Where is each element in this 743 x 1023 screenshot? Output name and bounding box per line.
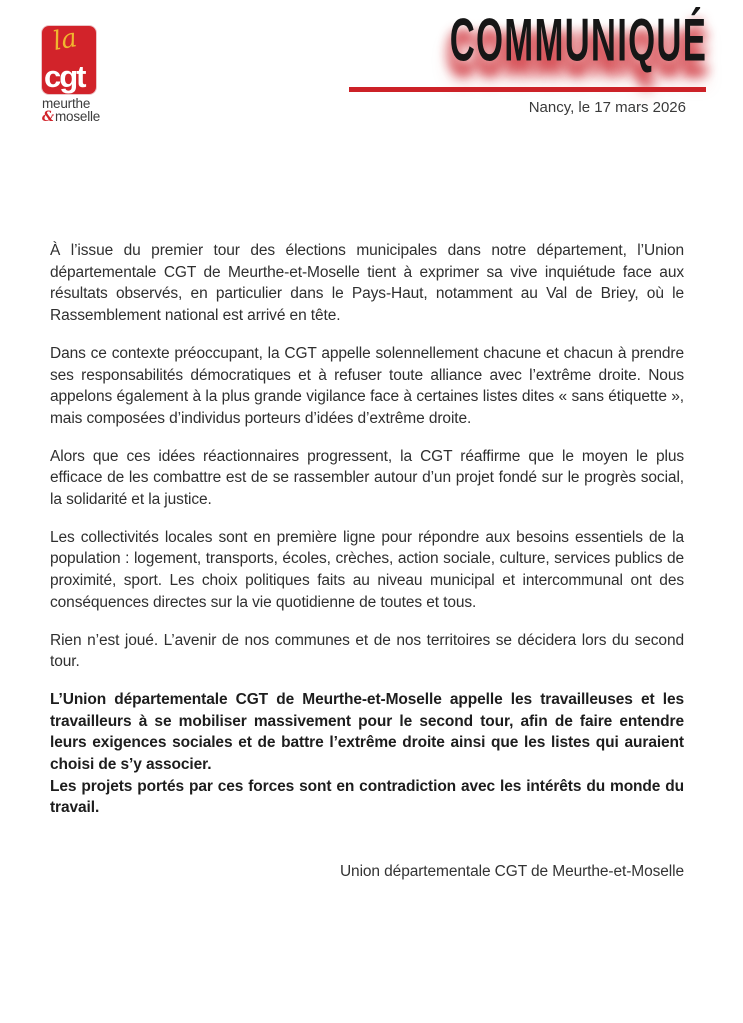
cgt-logo-la-script-icon: la (50, 23, 80, 57)
cgt-logo-acronym: cgt (44, 59, 85, 94)
body-paragraph: À l’issue du premier tour des élections municipales dans notre département, l’Union départementale CGT de Meurthe-et-Moselle tient à exprimer sa vive inquiétude face aux résultats observés, en particulier dans le Pays-Haut, notamment au Val de Briey, où le Rassemblement national est arrivé en tête. (50, 242, 684, 325)
department-line1: meurthe (42, 96, 91, 111)
page-title: COMMUNIQUÉ (449, 5, 707, 74)
department-line2: moselle (55, 109, 101, 124)
emphasis-paragraph (50, 689, 684, 819)
body-paragraph: Rien n’est joué. L’avenir de nos communes et de nos territoires se décidera lors du second tour. (50, 631, 684, 671)
cgt-logo-box (42, 23, 96, 94)
ampersand-icon: & (42, 109, 54, 125)
emphasis-line: Les projets portés par ces forces sont en contradiction avec les intérêts du monde du travail. (50, 777, 684, 817)
title-block (292, 5, 707, 74)
signature: Union départementale CGT de Meurthe-et-Moselle (339, 863, 684, 881)
cgt-logo (42, 23, 122, 125)
red-divider-rule (349, 87, 706, 92)
body-paragraph: Les collectivités locales sont en première ligne pour répondre aux besoins essentiels de la population : logement, transports, écoles, crèches, action sociale, culture, services publics de proximité, sport. Les choix politiques faits au niveau municipal et intercommunal ont des conséquences directes sur la vie quotidienne de toutes et tous. (50, 528, 684, 611)
body-text (50, 240, 684, 883)
dateline: Nancy, le 17 mars 2026 (528, 99, 686, 116)
body-paragraph: Alors que ces idées réactionnaires progressent, la CGT réaffirme que le moyen le plus efficace de les combattre est de se rassembler autour d’un projet fondé sur le progrès social, la solidarité et la justice. (50, 447, 684, 509)
emphasis-line: L’Union départementale CGT de Meurthe-et-Moselle appelle les travailleuses et les travailleurs à se mobiliser massivement pour le second tour, afin de faire entendre leurs exigences sociales et de battre l’extrême droite ainsi que les listes qui auraient choisi de s’y associer. (50, 690, 684, 774)
body-paragraph: Dans ce contexte préoccupant, la CGT appelle solennellement chacune et chacun à prendre ses responsabilités démocratiques et à refuser toute alliance avec l’extrême droite. Nous appelons également à la plus grande vigilance face à certaines listes dites « sans étiquette », mais composées d’individus porteurs d’idées d’extrême droite. (50, 344, 684, 427)
cgt-logo-department (42, 97, 122, 124)
